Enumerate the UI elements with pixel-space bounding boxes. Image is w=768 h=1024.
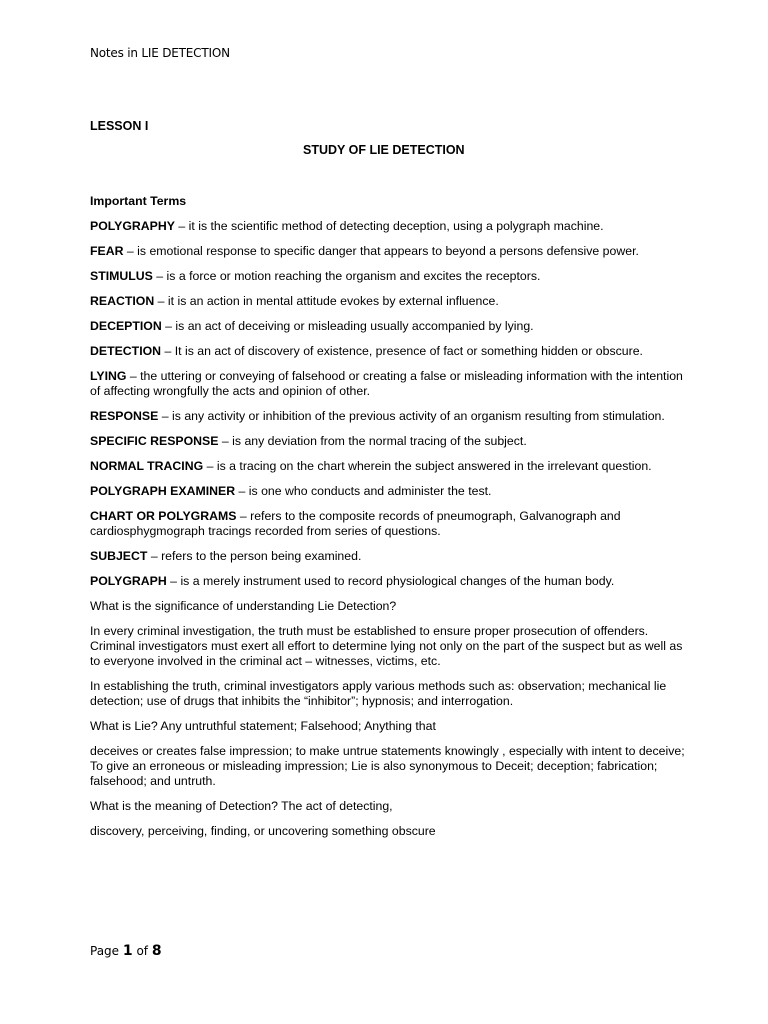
term-entry [90,409,690,424]
term-entry [90,319,690,334]
footer-current-page: 1 [122,943,133,959]
term-entry [90,549,690,564]
term-name: RESPONSE [90,409,159,423]
body-paragraph: What is the meaning of Detection? The act of detecting, [90,799,393,813]
page-header: Notes in LIE DETECTION [90,46,230,60]
term-name: POLYGRAPH EXAMINER [90,484,236,498]
term-name: POLYGRAPH [90,574,167,588]
term-entry [90,219,690,234]
term-entry [90,484,690,499]
term-definition: – is one who conducts and administer the test. [235,484,492,498]
term-definition: – It is an act of discovery of existence, presence of fact or something hidden or obscure. [161,344,643,358]
body-paragraph: What is the significance of understanding Lie Detection? [90,599,397,613]
body-paragraph: In establishing the truth, criminal investigators apply various methods such as: observation; mechanical lie detection; use of drugs that inhibits the “inhibitor”; hypnosis; and interrogation. [90,679,667,708]
term-definition: – it is the scientific method of detecting deception, using a polygraph machine. [174,219,604,233]
term-name: FEAR [90,244,124,258]
body-paragraph: deceives or creates false impression; to make untrue statements knowingly , especially with intent to deceive; To give an erroneous or misleading impression; Lie is also synonymous to Deceit; deception; fabrication; falsehood; and untruth. [90,744,685,788]
body-paragraph: In every criminal investigation, the truth must be established to ensure proper prosecution of offenders. Criminal investigators must exert all effort to determine lying not only on the part of the suspect but as well as to everyone involved in the criminal act – witnesses, victims, etc. [90,624,683,668]
document-title: STUDY OF LIE DETECTION [303,143,465,157]
term-definition: – is a tracing on the chart wherein the subject answered in the irrelevant question. [203,459,652,473]
term-entry [90,434,690,449]
term-definition: – it is an action in mental attitude evokes by external influence. [154,294,499,308]
terms-heading: Important Terms [90,194,187,208]
term-name: DECEPTION [90,319,162,333]
term-definition: – is a merely instrument used to record physiological changes of the human body. [166,574,615,588]
term-definition: – is a force or motion reaching the organism and excites the receptors. [152,269,541,283]
term-name: REACTION [90,294,155,308]
term-definition: – refers to the person being examined. [147,549,362,563]
term-definition: – is an act of deceiving or misleading usually accompanied by lying. [161,319,534,333]
term-entry [90,344,690,359]
term-entry [90,269,690,284]
body-paragraph: What is Lie? Any untruthful statement; Falsehood; Anything that [90,719,436,733]
lesson-label: LESSON I [90,119,149,133]
term-name: LYING [90,369,127,383]
term-name: CHART OR POLYGRAMS [90,509,237,523]
term-entry [90,369,690,399]
term-entry [90,459,690,474]
footer-total-pages: 8 [151,943,162,959]
term-entry [90,244,690,259]
term-name: NORMAL TRACING [90,459,204,473]
term-name: SPECIFIC RESPONSE [90,434,219,448]
term-definition: – is any activity or inhibition of the previous activity of an organism resulting from stimulation. [158,409,665,423]
term-definition: – is any deviation from the normal tracing of the subject. [218,434,527,448]
term-entry [90,509,690,539]
term-definition: – is emotional response to specific danger that appears to beyond a persons defensive power. [123,244,639,258]
term-name: SUBJECT [90,549,148,563]
term-definition: – the uttering or conveying of falsehood or creating a false or misleading information with the intention of affecting wrongfully the acts and opinion of other. [90,369,683,398]
body-paragraph: discovery, perceiving, finding, or uncovering something obscure [90,824,436,838]
document-body [90,194,690,849]
page-footer [90,943,162,959]
term-entry [90,574,690,589]
term-entry [90,294,690,309]
footer-of-word: of [132,944,152,958]
term-name: POLYGRAPHY [90,219,175,233]
terms-list [90,219,690,589]
footer-page-word: Page [90,944,123,958]
term-definition: – refers to the composite records of pneumograph, Galvanograph and cardiosphygmograph tracings recorded from series of questions. [90,509,621,538]
term-name: STIMULUS [90,269,153,283]
term-name: DETECTION [90,344,162,358]
paragraph-list [90,599,690,839]
